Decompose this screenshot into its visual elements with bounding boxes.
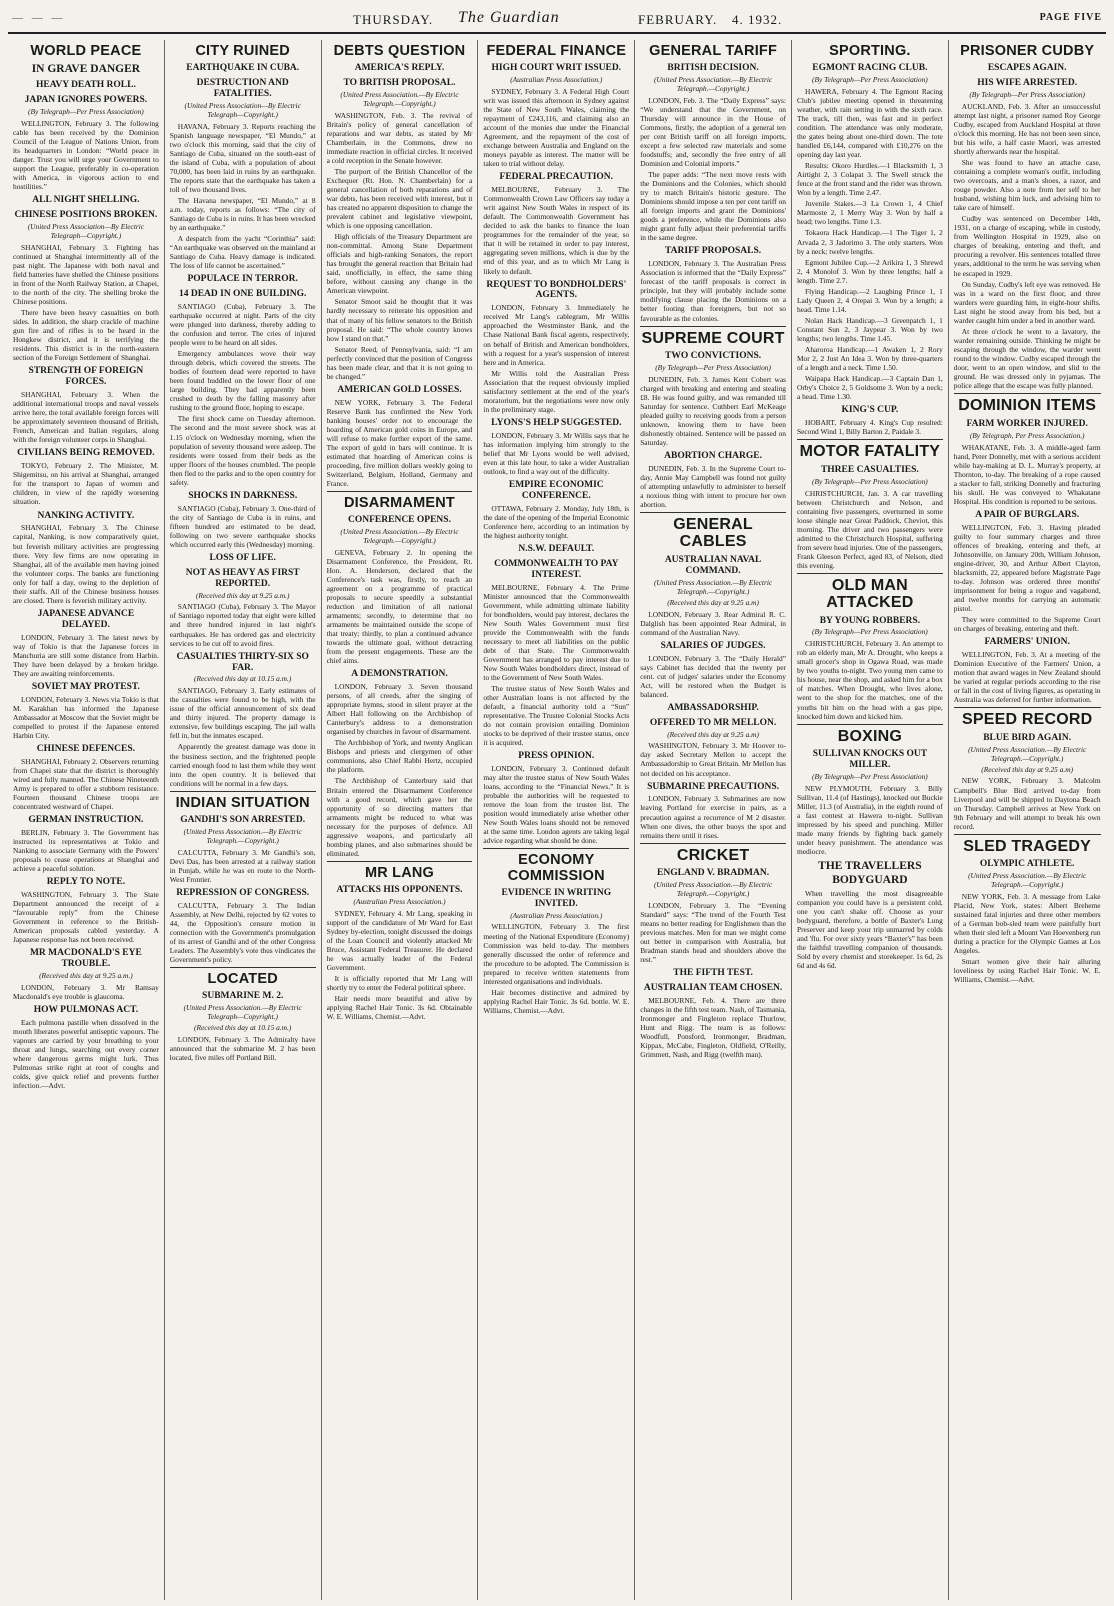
article-paragraph: SANTIAGO, February 3. Early estimates of the casualties were found to be high, with the issue of the official announcement of six dead and thirty injured. The property damage is extensive, few buildings escaping. The jail walls fell in, but the inmates escaped. xyxy=(169,686,316,741)
subheading: REQUEST TO BONDHOLDERS' AGENTS. xyxy=(486,279,627,301)
article-headline: GENERAL TARIFF xyxy=(649,43,778,59)
article-paragraph: Emergency ambulances wove their way through debris, which covered the streets. The bodies of fourteen dead were reported to have been found huddled on the lower floor of one large building. They had apparently been crushed to death by the falling masonry after rushing to the ground floor, hoping to escape. xyxy=(169,349,316,413)
subheading: STRENGTH OF FOREIGN FORCES. xyxy=(28,366,144,388)
article-paragraph: Senator Smoot said he thought that it was hardly necessary to reiterate his opposition and that of many of his fellow senators to the British proposal. He said: “The whole country knows how I stand on that.” xyxy=(326,297,473,343)
column-divider-rule xyxy=(483,848,629,849)
article-paragraph: Juvenile Stakes.—3 La Crown 1, 4 Chief Marmoste 2, 1 Merry Way 3. Won by half a head; two lengths. Time 1.3. xyxy=(796,199,943,227)
article-paragraph: NEW YORK, February 3. Malcolm Campbell's Blue Bird arrived to-day from Liverpool and will be shipped to Daytona Beach on Thursday. Campbell arrives at New York on 9th February and will attempt to break his own record. xyxy=(953,776,1101,831)
article-paragraph: Cudby was sentenced on December 14th, 1931, on a charge of escaping, while in custody, from Wellington Hospital in 1929, also on charges of breaking, entering and theft, and procuring a revolver. His sentences totalled three years, additional to the term he was serving when he escaped in 1929. xyxy=(953,214,1101,278)
masthead-rule-text: — — — xyxy=(12,12,66,24)
article-paragraph: The first shock came on Tuesday afternoon. The second and the most severe shock was at 1.15 o'clock on Wednesday morning, when the population of seventy thousand were asleep. The residents were tossed from their beds as the upper floors of the houses crumbled. The people then fled to the parks and to the open country for safety. xyxy=(169,414,316,487)
article-paragraph: GENEVA, February 2. In opening the Disarmament Conference, the President, Rt. Hon. A. Henderson, declared that the Conference's task was, firstly, to reach an agreement on a programme of practical proposals to secure speedily a substantial reduction and limitation of all national armaments; secondly, to determine that no armaments be maintained outside the scope of that treaty; thirdly, to plan a continued advance towards the ultimate goal, without detracting from the present engagements. These are the chief aims. xyxy=(326,547,473,666)
news-column-2 xyxy=(165,40,322,1600)
article-headline: SUPREME COURT xyxy=(641,329,785,347)
article-paragraph: DUNEDIN, Feb. 3. In the Supreme Court to-day, Annie May Campbell was found not guilty of attempting unlawfully to administer to herself a noxious thing with intent to procure her own abortion. xyxy=(640,464,786,510)
subheading: AUSTRALIAN TEAM CHOSEN. xyxy=(643,983,783,994)
article-paragraph: WELLINGTON, Feb. 3. Having pleaded guilty to four summary charges and three offences of breaking, entering and theft, at Johnsonville, on January 20th, William Johnson, engine-driver, 30, and Arthur Albert Clayton, blacksmith, 22, appeared before Magistrate Page to-day. Johnson was ordered three months' imprisonment for being a rogue and vagabond, and twelve months for carrying an automatic pistol. xyxy=(953,522,1101,613)
article-paragraph: Hair becomes distinctive and admired by applying Rachel Hair Tonic. 3s 6d. bottle. W. E. Williams, Chemist.—Advt. xyxy=(483,987,630,1015)
article-paragraph: OTTAWA, February 2. Monday, July 18th, is the date of the opening of the Imperial Economic Conference here, according to an intimation by the highest authority tonight. xyxy=(483,503,630,540)
column-divider-rule xyxy=(797,724,943,725)
article-paragraph: SANTIAGO (Cuba), February 3. The Mayor of Santiago reported today that eight were killed and three hundred injured in last night's earthquakes. He has ordered gas and electricity services to be cut off to avoid fires. xyxy=(169,602,316,648)
article-paragraph: SHANGHAI, February 3. The Chinese capital, Nanking, is now comparatively quiet, but feverish military activities are progressing there. Very few firms are now operating in Shanghai, all of the available men having joined the volunteer corps. The banks are functioning only for half a day, owing to the depletion of their staffs. All of the Chinese business houses are closed. There is feverish military activity. xyxy=(13,523,159,605)
subheading: SUBMARINE PRECAUTIONS. xyxy=(647,781,780,792)
article-paragraph: LONDON, February 3. Continued default may alter the trustee status of New South Wales loans, according to the “Financial News.” It is probable the authorities will be requested to remove the loan from the trustee list. The position would immediately arise whether other New South Wales loans should not be removed at the same time. London agents are taking legal advice regarding what should be done. xyxy=(483,764,630,846)
article-paragraph: She was found to have an attache case, containing a complete woman's outfit, including two overcoats, and a man's shoes, a razor, and rouge powder. Also a note from her self to her husband, wishing him luck, and advising him to take care of himself. xyxy=(953,158,1101,213)
article-paragraph: LONDON, February 3. Rear Admiral R. C. Dalglish has been appointed Rear Admiral, in command of the Australian Navy. xyxy=(640,609,786,637)
article-headline: CRICKET xyxy=(676,846,750,864)
article-paragraph: When travelling the most disagreeable companion you could have is a persistent cold, one you can't shake off. Choose as your bodyguard, therefore, a bottle of Baxter's Lung Preserver and keep your trip unmarred by colds and 'flu. For over sixty years “Baxter's” has been the faithful travelling companion of thousands. Sold by every chemist and storekeeper. 1s 6d, 2s 6d and 4s 6d. xyxy=(796,888,943,971)
subheading: OFFERED TO MR MELLON. xyxy=(649,717,777,728)
article-paragraph: LONDON, February 3. The “Evening Standard” says: “The trend of the Fourth Test means no better reading for Englishmen than the previous matches. Men for man we might come out better in comparison with Australia, but Bradman stands head and shoulders above the rest.” xyxy=(640,901,786,965)
article-headline: OLD MAN ATTACKED xyxy=(826,576,914,611)
subheading: CHINESE DEFENCES. xyxy=(36,743,135,754)
credit-line: (United Press Association.—By Electric Telegraph.—Copyright.) xyxy=(968,744,1087,763)
article-paragraph: The Havana newspaper, “El Mundo,” at 8 a.m. today, reports as follows: “The city of Santiago de Cuba is in ruins. It has been wrecked by an earthquake.” xyxy=(169,195,316,233)
article-paragraph: HAWERA, February 4. The Egmont Racing Club's jubilee meeting opened in threatening weather, with rain setting in with the sixth race. The track, till then, was fast and in perfect condition. The attendance was only moderate, the gates being about one-third down. The tote handled £6,144, compared with £10,276 on the opening day last year. xyxy=(796,87,943,160)
credit-line: (Received this day at 9.25 a.m) xyxy=(667,729,759,739)
subheading: ATTACKS HIS OPPONENTS. xyxy=(336,884,463,895)
credit-line: (United Press Association—By Electric Telegraph—Copyright.) xyxy=(27,222,145,241)
subheading: SULLIVAN KNOCKS OUT MILLER. xyxy=(812,749,928,771)
subheading: EMPIRE ECONOMIC CONFERENCE. xyxy=(508,479,604,501)
article-headline: MR LANG xyxy=(364,864,435,881)
subheading: DESTRUCTION AND FATALITIES. xyxy=(196,78,289,100)
article-paragraph: SHANGHAI, February 2. Observers returning from Chapei state that the district is thoroughly wired and fully manned. The Chinese Nineteenth Army is prepared to offer a stubborn resistance. Fourteen thousand Chinese troops are concentrated westward of Chapei. xyxy=(13,756,159,811)
subheading: BRITISH DECISION. xyxy=(667,63,759,74)
article-headline: CITY RUINED xyxy=(195,43,290,59)
masthead-title: The Guardian xyxy=(458,9,560,26)
subheading: HEAVY DEATH ROLL. xyxy=(35,80,136,91)
article-paragraph: WELLINGTON, February 3. The first meeting of the National Expenditure (Economy) Commission was held to-day. The members generally discussed the order of reference and the procedure to be adopted. The Commission is prepared to receive written statements from interested organisations and individuals. xyxy=(483,922,630,986)
article-paragraph: Tokaora Hack Handicap.—1 The Tiger 1, 2 Arvada 2, 3 Jadorimo 3. The only starters. Won by a neck; twelve lengths. xyxy=(796,228,943,256)
subheading: FARM WORKER INJURED. xyxy=(966,418,1088,429)
article-paragraph: NEW PLYMOUTH, February 3. Billy Sullivan, 11.4 (of Hastings), knocked out Buckie Miller, 11.3 (of Australia), in the eighth round of a fast contest at Hawera to-night. Sullivan impressed by his speed and punching. Miller made many friends by fighting back gamely under heavy punishment. The attendance was mediocre. xyxy=(796,784,943,857)
article-paragraph: CHRISTCHURCH, Jan. 3. A car travelling between Christchurch and Nelson, and containing five passengers, overturned in some loose shingle near Great Paddock, Cheviot, this morning. The driver and two passengers were admitted to the Christchurch Hospital, suffering from severe head injuries. One of the passengers, Frank Gleeson Perfect, aged 83, of Nelson, died this evening. xyxy=(796,488,943,570)
article-paragraph: MELBOURNE, February 4. The Prime Minister announced that the Commonwealth Government, while admitting ultimate liability for bondholders, would pay interest, declares the New South Wales Government must first provide the Commonwealth with the funds necessary to meet all liabilities on the public debt of that State. The Commonwealth Government has arranged to pay interest due to New South Wales bondholders direct, instead of to the Government of New South Wales. xyxy=(483,582,630,682)
column-divider-rule xyxy=(797,573,943,574)
article-paragraph: Smart women give their hair alluring loveliness by using Rachel Hair Tonic. W. E. Williams, Chemist.—Advt. xyxy=(953,957,1101,985)
subheading: AMERICAN GOLD LOSSES. xyxy=(337,384,462,395)
subheading: HIGH COURT WRIT ISSUED. xyxy=(491,63,622,74)
news-column-4 xyxy=(478,40,635,1600)
article-paragraph: A despatch from the yacht “Corinthia” said: “An earthquake was observed on the mainland at Santiago de Cuba. Heavy damage is indicated. The loss of life cannot be ascertained.” xyxy=(169,234,316,271)
article-paragraph: The Archbishop of York, and twenty Anglican Bishops and priests and clergymen of other communions, also Chief Rabbi Hertz, occupied the platform. xyxy=(326,738,473,775)
subheading: LYONS'S HELP SUGGESTED. xyxy=(491,417,622,428)
subheading: OLYMPIC ATHLETE. xyxy=(979,859,1075,870)
news-column-1 xyxy=(8,40,165,1600)
subheading: EVIDENCE IN WRITING INVITED. xyxy=(501,887,612,909)
subheading: IN GRAVE DANGER xyxy=(31,63,141,76)
article-paragraph: The Archbishop of Canterbury said that Britain entered the Disarmament Conference with a good record, which gave her the opportunity of so directing matters that armaments might be reduced to what was necessary for the purposes of defence. All aggressive weapons, and particularly all bombing planes, and also submarines should be eliminated. xyxy=(326,776,473,858)
credit-line: (By Telegraph—Per Press Association) xyxy=(969,90,1086,100)
column-divider-rule xyxy=(327,861,473,862)
credit-line: (By Telegraph—Per Press Association) xyxy=(812,75,928,85)
subheading: ESCAPES AGAIN. xyxy=(987,63,1067,74)
article-paragraph: WELLINGTON, February 3. The following cable has been received by the Dominion Council of the League of Nations Union, from its headquarters in London: “World peace in danger. Trust you will urge your Government to support the League, preferably in co-operation with America, in vigorous action to end hostilities.” xyxy=(13,119,159,192)
subheading: SUBMARINE M. 2. xyxy=(202,991,284,1002)
article-paragraph: WELLINGTON, Feb. 3. At a meeting of the Dominion Executive of the Farmers' Union, a motion that award wages in New Zealand should be varied at regular periods according to the rise or fall in the cost of living figures, as operating in Australia was deferred for further information. xyxy=(953,649,1101,705)
masthead-day: THURSDAY. xyxy=(353,12,434,27)
article-paragraph: WASHINGTON, February 3. Mr Hoover to-day asked Secretary Mellon to accept the Ambassadorship to Great Britain. Mr Mellon has not decided on his acceptance. xyxy=(640,741,786,778)
subheading: THREE CASUALTIES. xyxy=(820,464,919,475)
column-divider-rule xyxy=(170,791,316,792)
article-headline: DEBTS QUESTION xyxy=(333,43,466,59)
article-paragraph: On Sunday, Cudby's left eye was removed. He was in a ward on the first floor, and three warders were guarding him, in eight-hour shifts. Last night he stood away from his bed, but a warder caught him under a bed in another ward. xyxy=(953,279,1101,325)
article-paragraph: NEW YORK, Feb. 3. A message from Lake Placid, New York, states: Albert Breheme sustained fatal injuries and three other members of a German bob-sled team were painfully hurt when their sled left a Mount Van Hoevenberg run during a practice for the Olympic Games at Los Angeles. xyxy=(953,892,1101,956)
subheading: EGMONT RACING CLUB. xyxy=(812,63,928,74)
subheading: CONFERENCE OPENS. xyxy=(348,515,451,526)
article-paragraph: SANTIAGO (Cuba), February 3. The earthquake occurred at night. Parts of the city were plunged into darkness, thereby adding to the confusion and terror. The cries of injured people were to be heard on all sides. xyxy=(169,302,316,348)
subheading: KING'S CUP. xyxy=(841,405,899,416)
subheading: PRESS OPINION. xyxy=(518,751,595,762)
article-headline: WORLD PEACE xyxy=(30,43,142,59)
news-column-6 xyxy=(792,40,949,1600)
article-paragraph: Nolan Hack Handicap.—3 Greenpatch 1, 1 Constant Sun 2, 3 Jaypear 3. Won by two lengths; two lengths. Time 1.45. xyxy=(796,315,943,343)
column-divider-rule xyxy=(170,967,316,968)
subheading: AMERICA'S REPLY. xyxy=(354,63,445,74)
credit-line: (By Telegraph, Per Press Association.) xyxy=(969,430,1085,440)
article-headline: LOCATED xyxy=(207,970,278,987)
subheading: TO BRITISH PROPOSAL. xyxy=(343,78,456,89)
credit-line: (Received this day at 9.25 a.m) xyxy=(981,764,1074,774)
article-paragraph: LONDON, February 3. Mr Willis says that he has information implying him strongly to the belief that Mr Lyons would be well advised, even at this late hour, to take a wider Australian outlook, to find a way out of the difficulty. xyxy=(483,430,630,476)
article-paragraph: LONDON, February 3. Seven thousand persons, of all creeds, after the singing of appropriate hymns, stood in silent prayer at the Albert Hall following on the Archbishop of Canterbury's address to a demonstration organised by churches in favour of disarmament. xyxy=(326,682,473,737)
credit-line: (Received this day at 9.25 a.m.) xyxy=(39,970,133,980)
article-paragraph: LONDON, Feb. 3. The “Daily Express” says: “We understand that the Government, on Thursday will announce in the House of Commons, firstly, the adoption of a general ten per cent British tariff on all foreign imports, except a few selected raw materials and some foodstuffs; and, secondly the free entry of all Dominion and Colonial imports.” xyxy=(640,95,786,169)
masthead-month: FEBRUARY. xyxy=(638,12,718,27)
credit-line: (United Press Association.—By Electric Telegraph.—Copyright.) xyxy=(968,871,1087,890)
article-paragraph: They were committed to the Supreme Court on charges of breaking, entering and theft. xyxy=(953,614,1101,633)
article-paragraph: LONDON, February 3. Mr Ramsay Macdonald's eye trouble is glaucoma. xyxy=(13,982,159,1001)
credit-line: (United Press Association.—By Electric Telegraph.—Copyright.) xyxy=(653,577,773,596)
article-paragraph: Senator Reed, of Pennsylvania, said: “I am perfectly convinced that the position of Congress has been made clear, and that it is not going to be changed.” xyxy=(326,344,473,381)
subheading: THE TRAVELLERS BODYGUARD xyxy=(818,860,922,886)
column-divider-rule xyxy=(640,326,786,327)
subheading: N.S.W. DEFAULT. xyxy=(518,543,595,554)
article-paragraph: MELBOURNE, February 3. The Commonwealth Crown Law Officers say today a writ against New South Wales in respect of its default. The Commonwealth Government has decided to ask the banks to finance the loan programmes for the remainder of the year, so that it will be retained in order to pay interest, aggregating seven millions, which is due by the end of this year, and as to which Mr Lang is likely to default. xyxy=(483,185,630,276)
article-headline: BOXING xyxy=(837,727,903,745)
masthead-page-number: PAGE FIVE xyxy=(1039,12,1102,23)
article-paragraph: LONDON, February 3. Submarines are now leaving Portland for exercise in pairs, as a precaution against a recurrence of M 2 disaster. When one dives, the other buoys the spot and remains there until it rises. xyxy=(640,794,786,840)
article-paragraph: SHANGHAI, February 3. When the additional international troops and naval vessels arrive here, the total available foreign forces will be approximately seventeen thousand of British, French, American and Italian regulars, along with the foreign volunteer corps in Shanghai. xyxy=(13,390,159,445)
article-headline: SPORTING. xyxy=(829,43,911,59)
subheading: REPLY TO NOTE. xyxy=(46,876,126,887)
article-paragraph: SANTIAGO (Cuba), February 3. One-third of the city of Santiago de Cuba is in ruins, and fifteen hundred are estimated to be dead, following on two severe earthquake shocks which occurred early this (Wednesday) morning. xyxy=(169,503,316,549)
subheading: HOW PULMONAS ACT. xyxy=(33,1004,139,1015)
article-paragraph: Results: Okoro Hurdles.—1 Blacksmith 1, 3 Airtight 2, 3 Colapat 3. The Swell struck the fence at the front stand and the rider was thrown. Won by a length. Time 2.47. xyxy=(796,161,943,198)
subheading: TWO CONVICTIONS. xyxy=(665,351,762,362)
column-divider-rule xyxy=(640,512,786,513)
article-paragraph: LONDON, February 3. The Admiralty have announced that the submarine M. 2 has been located, five miles off Portland Bill. xyxy=(169,1034,316,1062)
subheading: POPULACE IN TERROR. xyxy=(187,274,298,285)
article-paragraph: LONDON, February 3. The “Daily Herald” says Cabinet has decided that the twenty per cent. cut of judges' salaries under the Economy Act, will be restored when the Budget is balanced. xyxy=(640,653,786,699)
subheading: BY YOUNG ROBBERS. xyxy=(819,615,921,626)
subheading: NOT AS HEAVY AS FIRST REPORTED. xyxy=(185,567,300,589)
subheading: NANKING ACTIVITY. xyxy=(37,510,135,521)
credit-line: (Received this day at 9.25 a.m.) xyxy=(195,590,290,600)
article-headline: INDIAN SITUATION xyxy=(175,794,310,811)
subheading: LOSS OF LIFE. xyxy=(209,552,276,563)
credit-line: (United Press Association.—By Electric Telegraph.—Copyright.) xyxy=(183,826,302,845)
subheading: SHOCKS IN DARKNESS. xyxy=(188,490,298,501)
article-paragraph: LONDON, February 3. The latest news by way of Tokio is that the Japanese forces in Manchuria are still some distance from Harbin. They have been delayed by a broken bridge. They are awaiting reinforcements. xyxy=(13,632,159,678)
subheading: JAPANESE ADVANCE DELAYED. xyxy=(37,608,135,630)
article-paragraph: HAVANA, February 3. Reports reaching the Spanish language newspaper, “El Mundo,” at two o'clock this morning, said that the city of Santiago de Cuba, situated on the south-east of the island of Cuba, with a population of about 70,000, has been laid in ruins by an earthquake. The reports state that the earthquake has taken a toll of two thousand lives. xyxy=(169,121,316,194)
credit-line: (By Telegraph—Per Press Association) xyxy=(812,772,928,782)
column-divider-rule xyxy=(954,707,1101,708)
subheading: ABORTION CHARGE. xyxy=(664,451,762,462)
column-divider-rule xyxy=(797,439,943,440)
subheading: GERMAN INSTRUCTION. xyxy=(28,814,144,825)
subheading: A PAIR OF BURGLARS. xyxy=(975,509,1080,520)
credit-line: (Australian Press Association.) xyxy=(510,910,603,920)
column-divider-rule xyxy=(640,843,786,844)
columns-container xyxy=(8,40,1106,1600)
article-paragraph: There have been heavy casualties on both sides. In addition, the sharp crackle of machine gun fire and of rifles is to be heard in the Hongkew district, and it is terrifying the residents. This district is in the north-eastern section of the Foreign Settlement of Shanghai. xyxy=(13,308,159,363)
article-paragraph: Waipapa Hack Handicap.—3 Captain Dan 1, Orby's Choice 2, 5 Goldsome 3. Won by a neck; a head. Time 1.30. xyxy=(796,373,943,402)
masthead-date: 4. 1932. xyxy=(732,12,783,27)
article-paragraph: BERLIN, February 3. The Government has instructed its representatives at Tokio and Nanking to associate Germany with the Powers' proposals to cease operations at Shanghai and achieve a peaceful solution. xyxy=(13,827,159,873)
subheading: ALL NIGHT SHELLING. xyxy=(32,195,140,206)
article-paragraph: The trustee status of New South Wales and other Australian loans is not affected by the default, a financial authority told a “Sun” representative. The Trustee Colonial Stocks Acts do not contain provision entailing Dominion stocks to be deprived of their trustee status, once it is acquired. xyxy=(483,683,630,748)
article-paragraph: SYDNEY, February 4. Mr Lang, speaking in support of the candidature of Mr Ward for East Sydney by-election, tonight discussed the doings of the Loan Council and violently attacked Mr Bruce, Assistant Federal Treasurer. He declared he was actually leader of the Federal Government. xyxy=(326,908,473,972)
credit-line: (United Press Association.—By Electric Telegraph—Copyright.) xyxy=(183,1002,302,1021)
credit-line: (Australian Press Association.) xyxy=(353,896,446,906)
article-paragraph: Apparently the greatest damage was done in the business section, and the frightened people carried enough food to last them while they went into the open country. It is believed that conditions will be normal in a few days. xyxy=(169,742,316,788)
subheading: TARIFF PROPOSALS. xyxy=(665,246,762,257)
article-paragraph: WASHINGTON, February 3. The State Department announced the receipt of a “favourable reply” from the Chinese Government in reference to the British-American proposals cabled yesterday. A Japanese response has not been received. xyxy=(13,889,159,945)
subheading: CHINESE POSITIONS BROKEN. xyxy=(14,210,158,221)
subheading: CIVILIANS BEING REMOVED. xyxy=(17,448,155,459)
subheading: THE FIFTH TEST. xyxy=(673,968,753,979)
article-paragraph: The purport of the British Chancellor of the Exchequer (Rt. Hon. N. Chamberlain) for a general cancellation of both reparations and of war debts, has been received with interest, but it has created no apparent disposition to change the prevalent cabinet and legislative viewpoint, which is one opposing cancellation. xyxy=(326,167,473,231)
credit-line: (By Telegraph—Per Press Association) xyxy=(812,627,928,637)
subheading: CASUALTIES THIRTY-SIX SO FAR. xyxy=(176,651,309,673)
article-paragraph: LONDON, February 3. The Australian Press Association is informed that the “Daily Express” forecast of the tariff proposals is correct in principle, but they will probably include some modifying clause placing the Dominions on a better footing than foreigners, but not so favourable as the colonies. xyxy=(640,259,786,323)
article-paragraph: Flying Handicap.—2 Laughing Prince 1, 1 Lady Queen 2, 4 Orepai 3. Won by a length; a head. Time 1.14. xyxy=(796,286,943,314)
credit-line: (Received this day at 9.25 a.m) xyxy=(667,597,759,607)
article-paragraph: High officials of the Treasury Department are non-committal. Among State Department officials and high-ranking Senators, the report has brought the general reaction that Britain had said, unofficially, in effect, the same thing before, without causing any change in the American viewpoint. xyxy=(326,232,473,296)
article-paragraph: MELBOURNE, Feb. 4. There are three changes in the fifth test team. Nash, of Tasmania, Ironmonger and Fingleton replace Thurlow, Hunt and Rigg. The team is as follows: Woodfull, Ponsford, Ironmonger, Bradman, Kippax, McCabe, Fingleton, Oldfield, O'Reilly, Grimmett, Nash, and Rigg (twelfth man). xyxy=(640,996,786,1060)
article-paragraph: Egmont Jubilee Cup.—2 Arikira 1, 3 Shrewd 2, 4 Monolof 3. Won by three lengths; half a length. Time 2.7. xyxy=(796,257,943,285)
credit-line: (Received this day at 10.15 a.m.) xyxy=(194,674,292,684)
article-paragraph: Each pulmona pastille when dissolved in the mouth liberates powerful antiseptic vapours. The vapours are carried by your breathing to your throat and lungs, searching out every corner where dangerous germs might lurk. Thus Pulmonas strike right at root of coughs and colds, give quick relief and prevents further infection.—Advt. xyxy=(13,1017,159,1091)
credit-line: (United Press Association.—By Electric Telegraph.—Copyright.) xyxy=(340,90,459,108)
subheading: AMBASSADORSHIP. xyxy=(667,702,759,713)
article-paragraph: Aharoroa Handicap.—1 Awaken 1, 2 Rory Mor 2, 2 Just An Idea 3. Won by three-quarters of a length and a neck. Time 1.50. xyxy=(796,344,943,372)
credit-line: (By Telegraph—Per Press Association) xyxy=(812,476,928,486)
article-paragraph: CALCUTTA, February 3. Mr Gandhi's son, Devi Das, has been arrested at a railway station in Punjab, while he was en route to the North-West Frontier. xyxy=(169,847,316,884)
credit-line: (United Press Association.—By Electric Telegraph.—Copyright.) xyxy=(653,880,773,899)
article-paragraph: Hair needs more beautiful and alive by applying Rachel Hair Tonic. 3s 6d. Obtainable W. E. Williams, Chemist.—Advt. xyxy=(326,994,473,1022)
credit-line: (United Press Association.—By Electric Telegraph.—Copyright.) xyxy=(653,75,773,94)
subheading: AUSTRALIAN NAVAL COMMAND. xyxy=(664,555,762,576)
article-paragraph: It is officially reported that Mr Lang will shortly try to enter the Federal political sphere. xyxy=(326,974,473,993)
subheading: JAPAN IGNORES POWERS. xyxy=(24,95,148,106)
credit-line: (United Press Association.—By Electric Telegraph.—Copyright.) xyxy=(340,527,459,545)
masthead xyxy=(8,8,1106,34)
article-headline: FEDERAL FINANCE xyxy=(486,43,627,59)
subheading: SALARIES OF JUDGES. xyxy=(660,640,766,651)
article-paragraph: AUCKLAND, Feb. 3. After an unsuccessful attempt last night, a prisoner named Roy George Cudby, escaped from Auckland Hospital at three o'clock this morning. He has not been seen since, but his wife, a half caste Maori, was arrested shortly afterwards near the hospital. xyxy=(953,101,1101,157)
article-paragraph: HOBART, February 4. King's Cup resulted: Second Wind 1, Billy Barton 2, Paidale 3. xyxy=(796,417,943,436)
subheading: EARTHQUAKE IN CUBA. xyxy=(186,63,300,74)
article-paragraph: CALCUTTA, February 3. The Indian Assembly, at New Delhi, rejected by 62 votes to 44, the Opposition's censure motion in connection with the Government's promulgation of its arrest of Gandhi and of the other Congress Leaders. The Assembly's vote thus vindicates the Government's policy. xyxy=(169,900,316,964)
column-divider-rule xyxy=(954,834,1101,835)
article-headline: GENERAL CABLES xyxy=(673,516,753,551)
subheading: HIS WIFE ARRESTED. xyxy=(977,78,1078,89)
article-paragraph: TOKYO, February 2. The Minister, M. Shigemitsu, on his arrival at Shanghai, arranged for the transport to Japan of women and children, in view of the rapidly worsening situation. xyxy=(13,461,159,507)
subheading: REPRESSION OF CONGRESS. xyxy=(176,887,310,898)
article-paragraph: SHANGHAI, February 3. Fighting has continued at Shanghai intermittently all of the past night. The Japanese with both naval and field batteries have shelled the Chinese positions in front of the North Railway Station, at Chapei, to the north of the city. The shelling broke the Chinese positions. xyxy=(13,243,159,307)
article-headline: SPEED RECORD xyxy=(961,711,1093,729)
subheading: ENGLAND V. BRADMAN. xyxy=(657,868,770,879)
subheading: SOVIET MAY PROTEST. xyxy=(31,681,140,692)
subheading: COMMONWEALTH TO PAY INTEREST. xyxy=(494,558,619,580)
subheading: A DEMONSTRATION. xyxy=(351,669,448,680)
article-headline: DISARMAMENT xyxy=(344,494,455,511)
article-headline: ECONOMY COMMISSION xyxy=(507,852,605,884)
article-paragraph: LONDON, February 3. Immediately he received Mr Lang's cablegram, Mr Willis approached the Westminster Bank, and the Chase National Bank fiscal agents, respectively, on behalf of British and American bondholders, with a request for a year's suspension of interest here and in America. xyxy=(483,303,630,367)
article-paragraph: Mr Willis told the Australian Press Association that the request obviously implied satisfactory settlement at the end of the year's moratorium, but the negotiations were now only in the preliminary stage. xyxy=(483,368,630,414)
article-headline: SLED TRAGEDY xyxy=(963,837,1092,855)
article-paragraph: LONDON, February 3. News via Tokio is that M. Karakhan has informed the Japanese Ambassador at Moscow that the Soviet might be compelled to protest if the Japanese entered Harbin City. xyxy=(13,694,159,740)
subheading: MR MACDONALD'S EYE TROUBLE. xyxy=(29,948,142,970)
article-paragraph: NEW YORK, February 3. The Federal Reserve Bank has confirmed the New York banking houses' order not to encourage the hoarding of American gold coins in Europe, and will refuse to make further export of the same. The export of gold in bars will continue. It is estimated that hoarding of American coins is proceeding, five million dollars weekly going to Switzerland, Belgium, Holland, Germany and France. xyxy=(326,397,473,488)
article-paragraph: CHRISTCHURCH, February 3. An attempt to rob an elderly man, Mr A. Drought, who keeps a small grocer's shop in Ogawa Road, was made by two youths to-night. Two young men came to his house, near the shop, and asked him for a box of matches. When Drought, who lives alone, went to the shop for the matches, one of the youths hit him on the head with a gas pipe, knocked him down and kicked him. xyxy=(796,639,943,721)
article-paragraph: The paper adds: “The next move rests with the Dominions and the Colonies, which should try to match Britain's historic gesture. The Dominions should impose a ten per cent tariff on all foreign imports and grant the Dominions' goods a preference, while the Dominions also might grant fully adjust their preferential tariffs in the same degree. xyxy=(640,170,786,243)
subheading: FEDERAL PRECAUTION. xyxy=(499,172,614,183)
credit-line: (Australian Press Association.) xyxy=(510,75,603,85)
article-headline: DOMINION ITEMS xyxy=(958,396,1097,414)
credit-line: (By Telegraph—Per Press Association) xyxy=(655,363,771,373)
news-column-5 xyxy=(635,40,792,1600)
subheading: FARMERS' UNION. xyxy=(984,637,1070,648)
article-paragraph: WASHINGTON, Feb. 3. The revival of Britain's policy of general cancellation of reparations and war debts, as stated by Mr Chamberlain, in the Commons, drew no immediate reaction in official circles. It received a cold reception in the Senate however. xyxy=(326,110,473,165)
article-paragraph: At three o'clock he went to a lavatory, the warder remaining outside. Thinking he might be escaping through the window, the warder went round to the window. Cudby escaped through the door, went to an open window, and slid to the ground. He was dressed only in pyjamas. The police allege that the escape was fully planned. xyxy=(953,326,1101,390)
news-column-7 xyxy=(949,40,1106,1600)
article-paragraph: WHAKATANE, Feb. 3. A middle-aged farm hand, Peter Donnelly, met with a serious accident while hay-making at D. L. Murray's property, at Thornton, to-day. The breaking of a rope caused a stacker to fall, striking Donnelly and fracturing his skull. He was conveyed to Whakatane Hospital. His condition is reported to be serious. xyxy=(953,442,1101,506)
credit-line: (Received this day at 10.15 a.m.) xyxy=(194,1022,292,1032)
column-divider-rule xyxy=(954,393,1101,394)
subheading: BLUE BIRD AGAIN. xyxy=(983,732,1072,743)
column-divider-rule xyxy=(327,491,473,492)
subheading: GANDHI'S SON ARRESTED. xyxy=(180,814,306,825)
credit-line: (United Press Association—By Electric Telegraph—Copyright.) xyxy=(184,100,301,119)
news-column-3 xyxy=(322,40,479,1600)
article-paragraph: SYDNEY, February 3. A Federal High Court writ was issued this afternoon in Sydney against the State of New South Wales, claiming the repayment of £243,116, and claiming also an account of the monies due under the Financial Agreement, and the repayment of the cost of exchange between Australia and England on the moneys payable as interest. The matter will be taken to trial without delay. xyxy=(483,87,630,169)
article-headline: PRISONER CUDBY xyxy=(960,43,1095,59)
article-headline: MOTOR FATALITY xyxy=(799,443,941,461)
subheading: 14 DEAD IN ONE BUILDING. xyxy=(178,289,307,300)
article-paragraph: DUNEDIN, Feb. 3. James Kent Cobert was charged with breaking and entering and stealing £8. He was found guilty, and was remanded till Saturday for sentence. Cuthbert Earl McKeage pleaded guilty to receiving goods from a person unknown, knowing them to have been dishonestly obtained. Sentence will be passed on Saturday. xyxy=(640,375,786,448)
credit-line: (By Telegraph—Per Press Association) xyxy=(28,107,144,117)
